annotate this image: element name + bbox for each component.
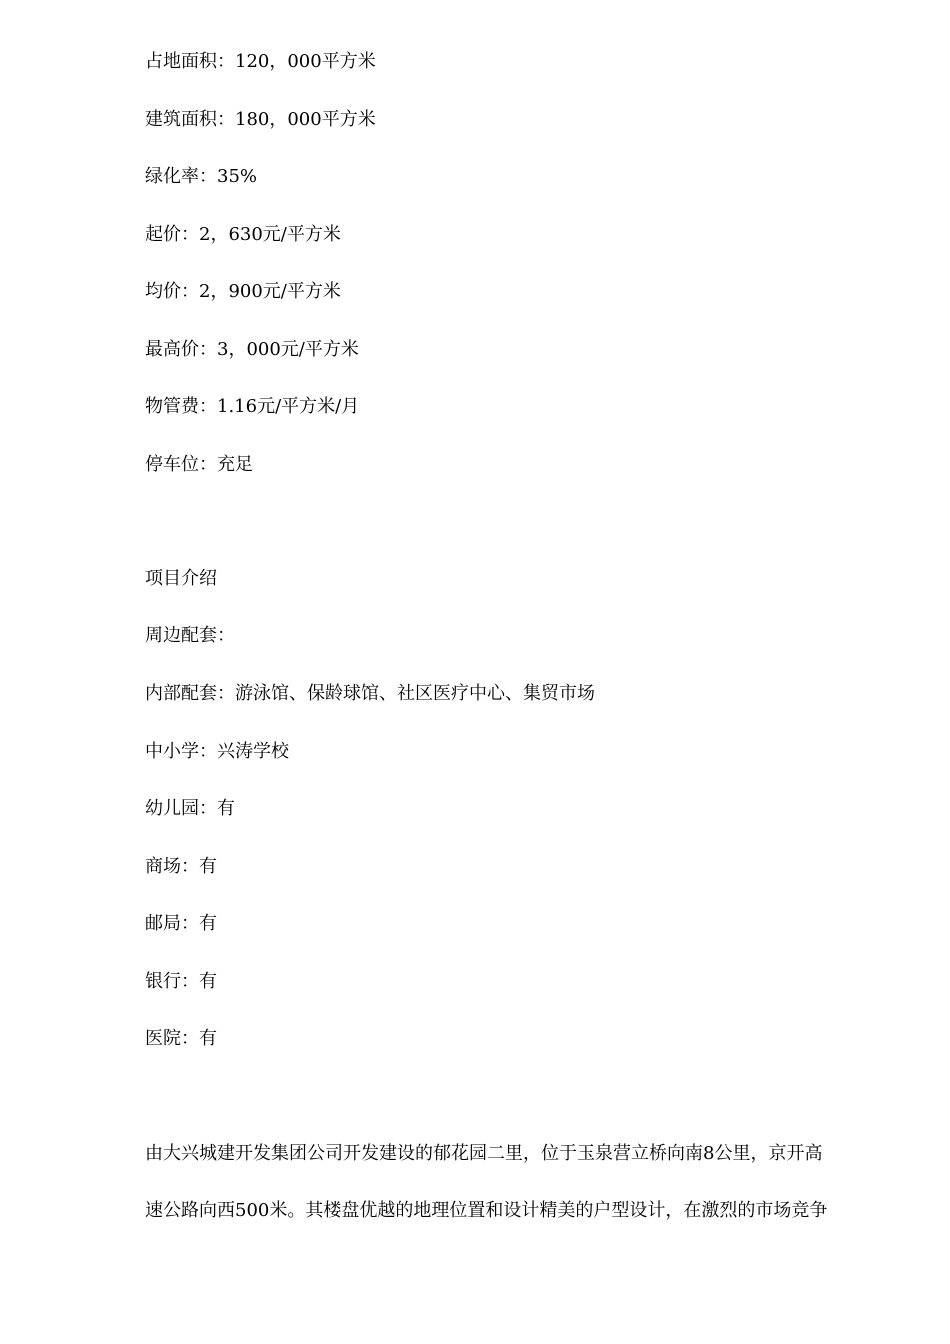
- section-title: 项目介绍: [145, 568, 217, 589]
- spec-start-price: 起价：2，630元/平方米: [145, 224, 341, 245]
- facility-bank: 银行：有: [145, 971, 217, 992]
- spec-parking: 停车位：充足: [145, 454, 253, 475]
- facility-internal: 内部配套：游泳馆、保龄球馆、社区医疗中心、集贸市场: [145, 683, 595, 704]
- spec-building-area: 建筑面积：180，000平方米: [145, 109, 376, 130]
- intro-line-1: 由大兴城建开发集团公司开发建设的郁花园二里，位于玉泉营立桥向南8公里，京开高: [145, 1143, 823, 1164]
- facility-post-office: 邮局：有: [145, 913, 217, 934]
- facility-mall: 商场：有: [145, 856, 217, 877]
- facility-surrounding: 周边配套：: [145, 625, 235, 646]
- spec-property-fee: 物管费：1.16元/平方米/月: [145, 396, 360, 417]
- spec-average-price: 均价：2，900元/平方米: [145, 281, 341, 302]
- spec-greening-rate: 绿化率：35%: [145, 166, 258, 187]
- spec-land-area: 占地面积：120，000平方米: [145, 51, 376, 72]
- intro-line-2: 速公路向西500米。其楼盘优越的地理位置和设计精美的户型设计，在激烈的市场竞争: [145, 1200, 828, 1221]
- facility-kindergarten: 幼儿园：有: [145, 798, 235, 819]
- spec-max-price: 最高价：3，000元/平方米: [145, 339, 359, 360]
- facility-hospital: 医院：有: [145, 1028, 217, 1049]
- facility-school: 中小学：兴涛学校: [145, 741, 289, 762]
